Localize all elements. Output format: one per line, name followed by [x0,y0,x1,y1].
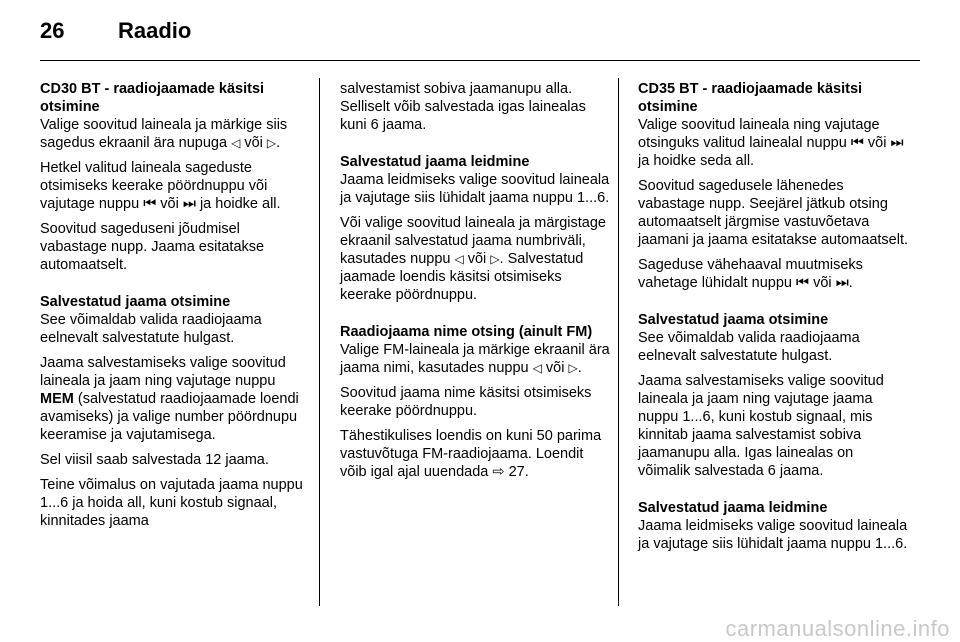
seek-forward-icon: ⏭ [890,135,904,151]
seek-forward-icon: ⏭ [835,275,849,291]
seek-back-icon: ⏮ [796,275,810,291]
column-3 [638,80,908,560]
paragraph: Soovitud sagedusele lähenedes vabastage nupp. Seejärel jätkub otsing automaatselt järgmise vastuvõetava jaamani ja jaama esitatakse automaatselt. [638,178,909,248]
right-arrow-icon: ▷ [490,252,500,266]
section-heading: CD35 BT - raadiojaamade käsitsi otsimine [638,81,863,115]
right-arrow-icon: ▷ [568,361,578,375]
header-rule [40,60,920,61]
paragraph: Valige soovitud laineala ja märkige siis sagedus ekraanil ära nupuga ◁ või ▷. [40,117,288,151]
right-arrow-icon: ▷ [266,136,277,150]
page-reference[interactable]: 27 [508,464,525,480]
paragraph: See võimaldab valida raadiojaama eelnevalt salvestatute hulgast. [638,330,860,364]
paragraph: Valige FM-laineala ja märkige ekraanil ära jaama nimi, kasutades nuppu ◁ või ▷. [340,342,610,376]
page-reference-icon: ⇨ [492,464,505,480]
section-heading: Salvestatud jaama leidmine [638,500,828,516]
paragraph: Sel viisil saab salvestada 12 jaama. [40,452,269,468]
watermark: carmanualsonline.info [725,616,950,641]
paragraph: See võimaldab valida raadiojaama eelnevalt salvestatute hulgast. [40,312,262,346]
paragraph: Jaama salvestamiseks valige soovitud laineala ja jaam ning vajutage jaama nuppu 1...6, kuni kostub signaal, mis kinnitab jaama salvestamist sobiva jaamanupu alla. Igas lainealas on võimalik salvestada 6 jaama. [638,373,884,479]
section-heading: Salvestatud jaama otsimine [40,294,231,310]
chapter-title: Raadio [118,18,192,43]
seek-forward-icon: ⏭ [182,196,196,212]
section-heading: CD30 BT - raadiojaamade käsitsi otsimine [40,81,265,115]
paragraph: Jaama leidmiseks valige soovitud laineala ja vajutage siis lühidalt jaama nuppu 1...6. [638,518,908,552]
paragraph: Jaama leidmiseks valige soovitud laineala ja vajutage siis lühidalt jaama nuppu 1...6. [340,172,610,206]
seek-back-icon: ⏮ [850,135,864,151]
seek-back-icon: ⏮ [143,196,157,212]
paragraph: Hetkel valitud laineala sageduste otsimiseks keerake pöördnuppu või vajutage nuppu ⏮ või ⏭ ja hoidke all. [40,160,281,212]
paragraph: Tähestikulises loendis on kuni 50 parima vastuvõtuga FM-raadiojaama. Loendit võib igal ajal uuendada ⇨ 27. [340,428,602,480]
paragraph: Soovitud sageduseni jõudmisel vabastage nupp. Jaama esitatakse automaatselt. [40,221,265,273]
mem-button-label: MEM [40,391,74,407]
column-2 [340,80,610,488]
left-arrow-icon: ◁ [532,361,542,375]
left-arrow-icon: ◁ [231,136,241,150]
paragraph: Teine võimalus on vajutada jaama nuppu 1...6 ja hoida all, kuni kostub signaal, kinnitades jaama [40,477,303,529]
section-heading: Salvestatud jaama otsimine [638,312,829,328]
section-heading: Raadiojaama nime otsing (ainult FM) [340,324,593,340]
paragraph: Soovitud jaama nime käsitsi otsimiseks keerake pöördnuppu. [340,385,592,419]
column-divider [319,78,320,606]
column-divider [618,78,619,606]
paragraph: Sageduse vähehaaval muutmiseks vahetage lühidalt nuppu ⏮ või ⏭. [638,257,863,291]
column-1 [40,80,310,537]
paragraph: Või valige soovitud laineala ja märgistage ekraanil salvestatud jaama numbriväli, kasutades nuppu ◁ või ▷. Salvestatud jaamade loendis käsitsi otsimiseks keerake pöördnuppu. [340,215,606,303]
left-arrow-icon: ◁ [454,252,464,266]
paragraph: salvestamist sobiva jaamanupu alla. Selliselt võib salvestada igas lainealas kuni 6 jaama. [340,81,586,133]
paragraph: Valige soovitud laineala ning vajutage otsinguks valitud lainealal nuppu ⏮ või ⏭ ja hoidke seda all. [638,117,904,169]
section-heading: Salvestatud jaama leidmine [340,154,530,170]
paragraph: Jaama salvestamiseks valige soovitud laineala ja jaam ning vajutage nuppu MEM (salvestatud raadiojaamade loendi avamiseks) ja valige number pöördnupu keeramise ja vajutamisega. [40,355,299,443]
page-number: 26 [40,18,65,43]
page-header [40,18,191,48]
